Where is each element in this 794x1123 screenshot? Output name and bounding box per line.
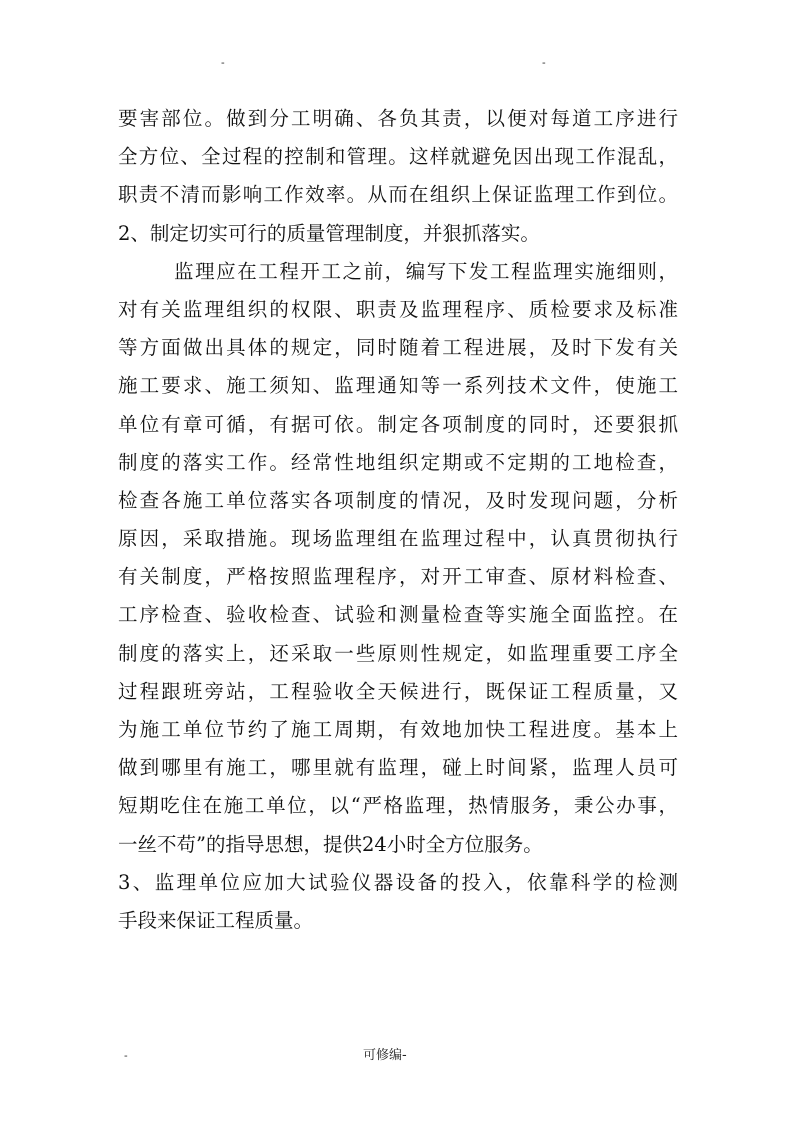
body-line: 要害部位。做到分工明确、各负其责，以便对每道工序进行 <box>118 107 678 130</box>
body-line: 对有关监理组织的权限、职责及监理程序、质检要求及标准 <box>118 297 678 321</box>
body-line: 全方位、全过程的控制和管理。这样就避免因出现工作混乱， <box>118 145 678 169</box>
document-body <box>118 100 678 940</box>
header-left-mark: - <box>221 57 225 69</box>
footer-label: 可修编- <box>363 1048 407 1063</box>
footer-dash: - <box>124 1050 128 1062</box>
body-line: 单位有章可循，有据可依。制定各项制度的同时，还要狠抓 <box>118 412 678 436</box>
body-line: 施工要求、施工须知、监理通知等一系列技术文件，使施工 <box>118 374 678 398</box>
body-line: 职责不清而影响工作效率。从而在组织上保证监理工作到位。 <box>118 183 678 207</box>
body-line: 等方面做出具体的规定，同时随着工程进展，及时下发有关 <box>118 336 678 360</box>
body-line: 一丝不苟”的指导思想，提供24小时全方位服务。 <box>118 832 543 856</box>
section-heading-2: 2、制定切实可行的质量管理制度，并狠抓落实。 <box>118 221 540 245</box>
body-line: 检查各施工单位落实各项制度的情况，及时发现问题，分析 <box>118 488 678 512</box>
body-line: 有关制度，严格按照监理程序，对开工审查、原材料检查、 <box>118 565 678 589</box>
body-line: 监理应在工程开工之前，编写下发工程监理实施细则， <box>174 259 678 283</box>
body-line: 制度的落实工作。经常性地组织定期或不定期的工地检查， <box>118 450 678 474</box>
body-line: 工序检查、验收检查、试验和测量检查等实施全面监控。在 <box>118 603 678 627</box>
body-line: 手段来保证工程质量。 <box>118 908 314 932</box>
body-line: 短期吃住在施工单位，以“严格监理，热情服务，秉公办事， <box>118 794 678 818</box>
body-line: 做到哪里有施工，哪里就有监理，碰上时间紧，监理人员可 <box>118 756 678 780</box>
body-line: 原因，采取措施。现场监理组在监理过程中，认真贯彻执行 <box>118 527 678 551</box>
body-line: 过程跟班旁站，工程验收全天候进行，既保证工程质量，又 <box>118 679 678 703</box>
section-heading-3: 3、监理单位应加大试验仪器设备的投入，依靠科学的检测 <box>118 870 678 894</box>
header-right-mark: - <box>542 57 546 69</box>
body-line: 为施工单位节约了施工周期，有效地加快工程进度。基本上 <box>118 718 678 741</box>
body-line: 制度的落实上，还采取一些原则性规定，如监理重要工序全 <box>118 641 678 665</box>
